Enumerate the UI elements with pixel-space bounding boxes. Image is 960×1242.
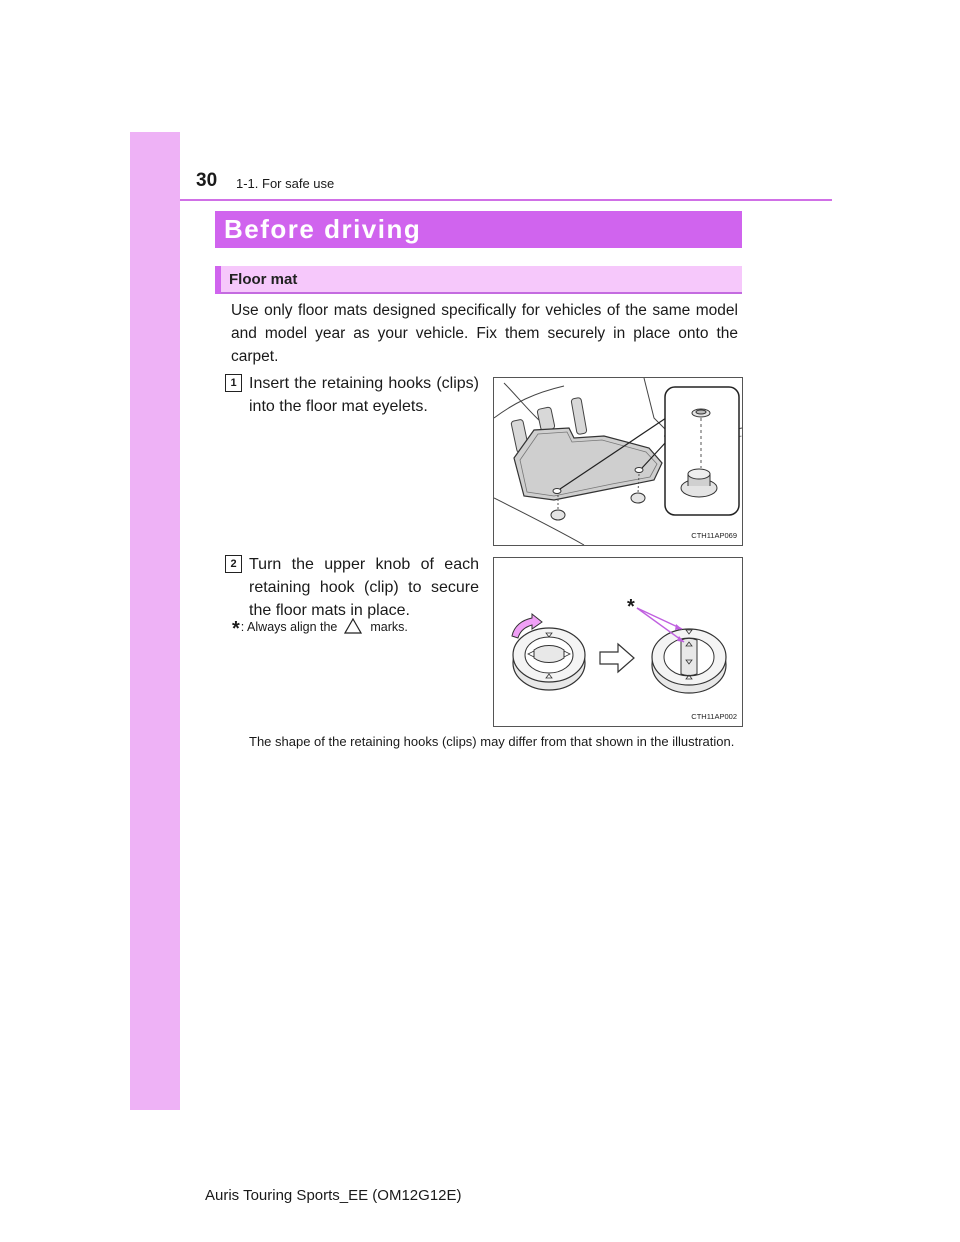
note-star: * (232, 618, 240, 640)
shape-note: The shape of the retaining hooks (clips) may differ from that shown in the illustration. (249, 734, 735, 749)
section-label: 1-1. For safe use (236, 176, 335, 191)
knob-turn-illustration (493, 557, 743, 727)
page-title: Before driving (224, 214, 422, 244)
sidebar-band (130, 132, 180, 1110)
floor-mat-drawing (494, 378, 742, 545)
triangle-mark-icon (344, 618, 364, 637)
step-2-number: 2 (225, 555, 242, 573)
figure-1-code: CTH11AP069 (691, 531, 737, 540)
align-note (232, 618, 408, 641)
step-2-text: Turn the upper knob of each retaining hook (clip) to secure the floor mats in place. (249, 556, 479, 619)
subsection-bar-edge (215, 266, 221, 294)
step-1-text: Insert the retaining hooks (clips) into the floor mat eyelets. (249, 375, 479, 415)
floor-mat-illustration (493, 377, 743, 546)
page-number: 30 (196, 170, 218, 191)
knob-drawing (494, 558, 742, 726)
note-text-before: : Always align the (240, 620, 338, 634)
footer-model-code: Auris Touring Sports_EE (OM12G12E) (205, 1187, 462, 1204)
note-text-after: marks. (370, 620, 408, 634)
header-divider (180, 199, 832, 201)
figure-2-code: CTH11AP002 (691, 712, 737, 721)
intro-paragraph: Use only floor mats designed specifically for vehicles of the same model and model year as your vehicle. Fix them securely in place onto the carpet. (231, 302, 738, 365)
subsection-title: Floor mat (229, 271, 298, 288)
figure-star-marker: * (627, 596, 635, 618)
step-1-number: 1 (225, 374, 242, 392)
